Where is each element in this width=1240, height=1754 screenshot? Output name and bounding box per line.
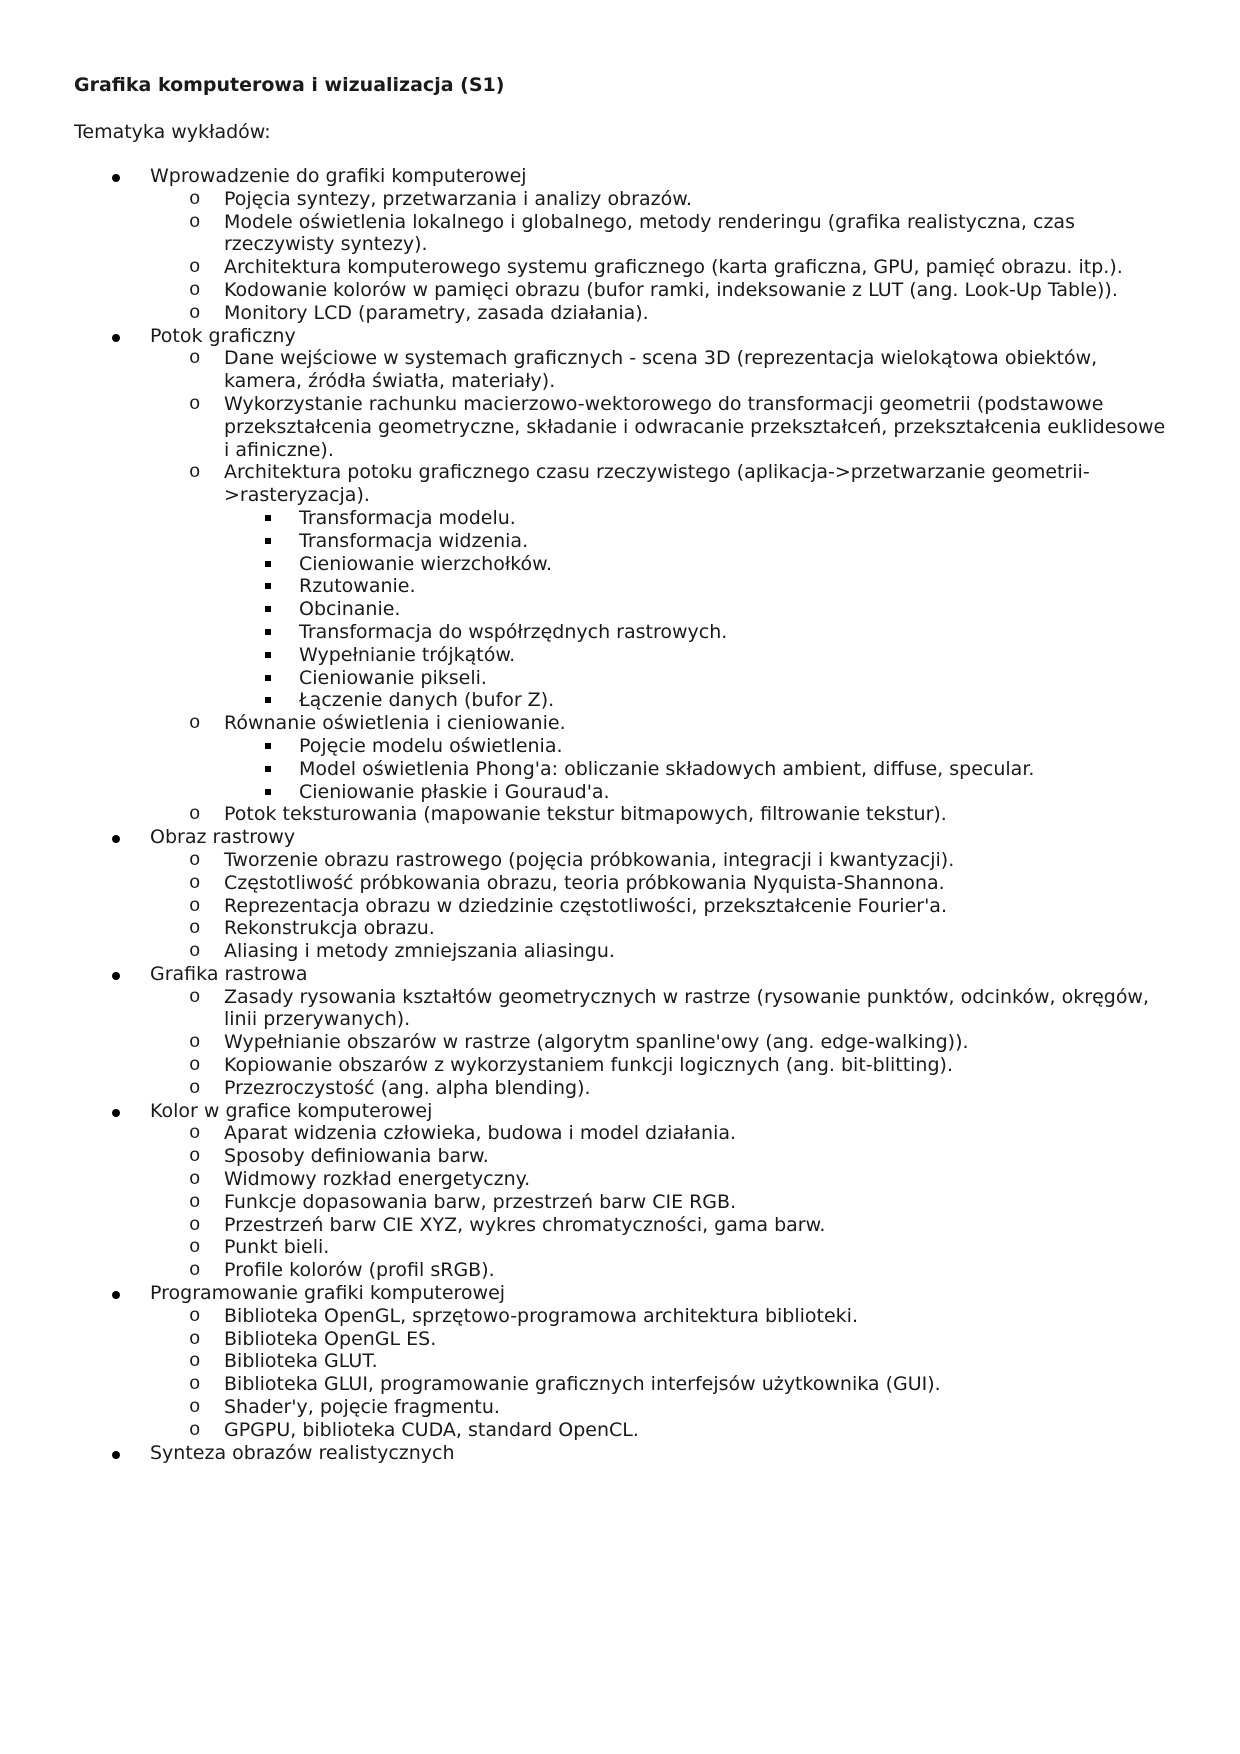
topic-item: Kolor w grafice komputerowej (74, 1100, 1174, 1123)
detail-item: Model oświetlenia Phong'a: obliczanie składowych ambient, diffuse, specular. (74, 758, 1174, 781)
topic-item: Wprowadzenie do grafiki komputerowej (74, 165, 1174, 188)
document-title: Grafika komputerowa i wizualizacja (S1) (74, 74, 505, 96)
subtopic-item: o Sposoby definiowania barw. (74, 1145, 1174, 1168)
detail-item: Łączenie danych (bufor Z). (74, 689, 1174, 712)
detail-item: Rzutowanie. (74, 575, 1174, 598)
subtopic-item: o Reprezentacja obrazu w dziedzinie częstotliwości, przekształcenie Fourier'a. (74, 895, 1174, 918)
subtopic-item: o Modele oświetlenia lokalnego i globalnego, metody renderingu (grafika realistyczna, czas rzeczywisty syntezy). (74, 211, 1174, 257)
subtopic-item: o Wykorzystanie rachunku macierzowo-wektorowego do transformacji geometrii (podstawowe przekształcenia geometryczne, składanie i odwracanie przekształceń, przekształcenia euklidesowe i afiniczne). (74, 393, 1174, 461)
subtopic-item: o Potok teksturowania (mapowanie tekstur bitmapowych, filtrowanie tekstur). (74, 803, 1174, 826)
subtopic-item: o Równanie oświetlenia i cieniowanie. (74, 712, 1174, 735)
subtopic-item: o Tworzenie obrazu rastrowego (pojęcia próbkowania, integracji i kwantyzacji). (74, 849, 1174, 872)
subtopic-item: o Biblioteka GLUI, programowanie graficznych interfejsów użytkownika (GUI). (74, 1373, 1174, 1396)
topic-item: Potok graficzny (74, 325, 1174, 348)
subtopic-item: o Wypełnianie obszarów w rastrze (algorytm spanline'owy (ang. edge-walking)). (74, 1031, 1174, 1054)
subtopic-item: o Przestrzeń barw CIE XYZ, wykres chromatyczności, gama barw. (74, 1214, 1174, 1237)
subtopic-item: o Zasady rysowania kształtów geometrycznych w rastrze (rysowanie punktów, odcinków, okręgów, linii przerywanych). (74, 986, 1174, 1032)
subtopic-item: o Architektura potoku graficznego czasu rzeczywistego (aplikacja->przetwarzanie geometrii->rasteryzacja). (74, 461, 1174, 507)
subtopic-item: o Aliasing i metody zmniejszania aliasingu. (74, 940, 1174, 963)
topic-item: Grafika rastrowa (74, 963, 1174, 986)
subtopic-item: o Architektura komputerowego systemu graficznego (karta graficzna, GPU, pamięć obrazu. itp.). (74, 256, 1174, 279)
subtopic-item: o Dane wejściowe w systemach graficznych - scena 3D (reprezentacja wielokątowa obiektów, kamera, źródła światła, materiały). (74, 347, 1174, 393)
subtopic-item: o Kodowanie kolorów w pamięci obrazu (bufor ramki, indeksowanie z LUT (ang. Look-Up Table)). (74, 279, 1174, 302)
subtopic-item: o Punkt bieli. (74, 1236, 1174, 1259)
detail-item: Pojęcie modelu oświetlenia. (74, 735, 1174, 758)
topics-list (74, 165, 1174, 1464)
document (74, 72, 1174, 1464)
detail-item: Transformacja widzenia. (74, 530, 1174, 553)
subtopic-item: o Biblioteka GLUT. (74, 1350, 1174, 1373)
topic-item: Obraz rastrowy (74, 826, 1174, 849)
topic-item: Programowanie grafiki komputerowej (74, 1282, 1174, 1305)
subtopic-item: o Aparat widzenia człowieka, budowa i model działania. (74, 1122, 1174, 1145)
subtopic-item: o Biblioteka OpenGL, sprzętowo-programowa architektura biblioteki. (74, 1305, 1174, 1328)
document-subtitle: Tematyka wykładów: (74, 121, 271, 143)
detail-item: Wypełnianie trójkątów. (74, 644, 1174, 667)
detail-item: Transformacja do współrzędnych rastrowych. (74, 621, 1174, 644)
detail-item: Obcinanie. (74, 598, 1174, 621)
subtopic-item: o Kopiowanie obszarów z wykorzystaniem funkcji logicznych (ang. bit-blitting). (74, 1054, 1174, 1077)
subtopic-item: o Pojęcia syntezy, przetwarzania i analizy obrazów. (74, 188, 1174, 211)
subtopic-item: o Widmowy rozkład energetyczny. (74, 1168, 1174, 1191)
subtopic-item: o Częstotliwość próbkowania obrazu, teoria próbkowania Nyquista-Shannona. (74, 872, 1174, 895)
detail-item: Cieniowanie płaskie i Gouraud'a. (74, 781, 1174, 804)
subtopic-item: o Monitory LCD (parametry, zasada działania). (74, 302, 1174, 325)
subtopic-item: o Profile kolorów (profil sRGB). (74, 1259, 1174, 1282)
subtopic-item: o Rekonstrukcja obrazu. (74, 917, 1174, 940)
detail-item: Transformacja modelu. (74, 507, 1174, 530)
subtopic-item: o Biblioteka OpenGL ES. (74, 1328, 1174, 1351)
topic-item: Synteza obrazów realistycznych (74, 1442, 1174, 1465)
detail-item: Cieniowanie wierzchołków. (74, 553, 1174, 576)
subtopic-item: o Funkcje dopasowania barw, przestrzeń barw CIE RGB. (74, 1191, 1174, 1214)
detail-item: Cieniowanie pikseli. (74, 667, 1174, 690)
subtopic-item: o Przezroczystość (ang. alpha blending). (74, 1077, 1174, 1100)
subtopic-item: o Shader'y, pojęcie fragmentu. (74, 1396, 1174, 1419)
subtopic-item: o GPGPU, biblioteka CUDA, standard OpenCL. (74, 1419, 1174, 1442)
